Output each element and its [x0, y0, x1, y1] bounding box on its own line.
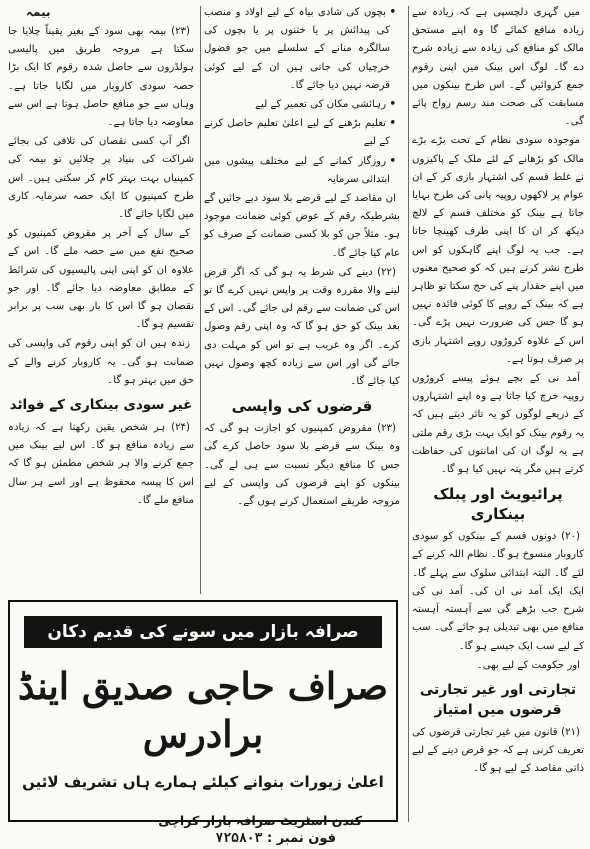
paragraph: (۲۳) بیمہ بھی سود کے بغیر یقیناً چلایا جا سکتا ہے مروجہ طریق میں پالیسی ہولڈروں سے حاصل شدہ رقوم کا ایک بڑا حصہ سودی کاروبار میں لگایا جاتا ہے۔ وہاں سے جو منافع حاصل ہوتا ہے اس سے معاوضہ دیا جاتا ہے۔ — [8, 26, 194, 129]
page-title: بیمہ — [26, 5, 51, 19]
paragraph: (۲۳) مقروض کمپنیوں کو اجازت ہو گی کہ وہ بینک سے قرضے بلا سود حاصل کرے گی جس کا منافع دیگر نسبت سے ہی لے گی۔ بینکوں کو اپنے قرضوں کی واپسی کے لیے مروجہ طریقے استعمال کرنے ہوں گے۔ — [204, 423, 400, 508]
bullet-item: • رہائشی مکان کی تعمیر کے لیے — [204, 96, 400, 114]
bullet-item: • روزگار کمانے کے لیے مختلف پیشوں میں ابتدائی سرمایہ — [204, 153, 400, 189]
paragraph: اور حکومت کے لیے بھی۔ — [476, 659, 580, 671]
section-heading: تجارتی اور غیر تجارتی قرضوں میں امتیاز — [419, 681, 577, 718]
paragraph: میں گہری دلچسپی ہے کہ زیادہ سے زیادہ منافع کمائے گا وہ اپنے مستحق مالک کو منافع کی زیادہ سے زیادہ شرح دے گا۔ لوگ اس بینک میں اپنی رقوم جمع کروائیں گے۔ اس طرح بینکوں میں مسابقت کی صحت مند رسم رواج پائے گی۔ — [412, 7, 584, 128]
ad-phone-label: فون نمبر : — [267, 831, 336, 846]
paragraph: (۲۲) دینے کی شرط یہ ہو گی کہ اگر قرض لینے والا مقررہ وقت پر واپس نہیں کرے گا تو اس کی ضمانت سے رقم لی جائے گی۔ اس کے بعد بینک کو حق ہو گا کہ وہ اپنی رقم وصول کرے۔ اگر وہ غریب ہے تو اس کو مہلت دی جائے گی اور اس سے زیادہ کچھ وصول نہیں کیا جائے گا۔ — [204, 266, 400, 388]
paragraph: آمد نی کے بچے ہوئے پیسے کروڑوں روپیہ خرچ کیا جاتا ہے وہ اپنے اشتہاروں کے ذریعے لوگوں کو یہ تاثر دیتے ہیں کہ یہ رقوم بینک کو ایک بہت بڑی رقم ملتی ہے یہ لوگ ان کی امانتوں کی حفاظت کرتے ہیں مگر پتہ نہیں کیا ہو گا۔ — [412, 373, 584, 476]
ad-phone-number: ۷۲۵۸۰۳ — [215, 831, 263, 846]
column-middle — [204, 4, 400, 512]
section-heading: قرضوں کی واپسی — [231, 397, 373, 416]
paragraph: موجودہ سودی نظام کے تحت بڑے بڑے مالک کو بڑھانے کے لئے ملک کے پاکیزوں نے غلط قسم کی اشتہار بازی کر کے ان عوام پر لاکھوں روپیہ پانی کی طرح بہایا جاتا ہے بینک کو مختلف قسم کے لالچ دیکھ کر ان کا اپنی طرف کھینچا جاتا ہے۔ جب یہ لوگ اپنے گاہکوں کو اس طرح نشر کرتے ہیں کہ کو صحیح معنوں میں اپنے حقدار پنے کی حج سکتا تو ظاہر ہے کہ بینک کے روپے کا کوئی فائدہ نہیں ہو گا جس کی ضرورت نہیں پڑے گی۔ اس کے علاوہ کروڑوں روپے اشتہار بازی پر صرف ہوتا ہے۔ — [412, 135, 584, 365]
ad-tagline: اعلیٰ زیورات بنوانے کیلئے ہمارے ہاں تشریف لائیں — [22, 773, 384, 791]
bullet-item: • تعلیم بڑھنے کے لیے اعلیٰ تعلیم حاصل کرنے کے لیے — [204, 115, 400, 151]
paragraph: زندہ ہیں ان کو اپنی رقوم کی واپسی کی ضمانت ہو گی۔ یہ کاروبار کرنے والے کے حق میں بہتر ہو گا۔ — [8, 338, 194, 386]
paragraph: اگر آپ کسی نقصان کی تلافی کی بجائے شراکت کی بنیاد پر چلائیں تو بیمہ کی کمپنیاں بہت بہتر کام کر سکتی ہیں۔ اس طرح کمپنیوں کا ایک حصہ سرمایہ کاری میں لگایا جائے گا۔ — [8, 136, 194, 221]
section-heading: پرائیویٹ اور پبلک بینکاری — [433, 485, 563, 524]
paragraph: ان مقاصد کے لیے قرضے بلا سود دیے جائیں گے بشرطیکہ رقم کے عوض کوئی ضمانت موجود ہو۔ مثلاً جن کو بلا کسی ضمانت کے صرف کو عام کیا جائے گا۔ — [204, 193, 400, 259]
section-heading: غیر سودی بینکاری کے فوائد — [9, 397, 193, 414]
paragraph: (۲۴) ہر شخص یقین رکھتا ہے کہ زیادہ سے زیادہ منافع ہو گا۔ اس لیے بینک میں جمع کرنے والا ہر شخص مطمئن ہو گا کہ اس کا پیسہ محفوظ ہے اور اسے ہر سال منافع ملے گا۔ — [8, 422, 194, 506]
ad-address: کندن اسٹریٹ صرافہ بازار کراچی — [158, 813, 362, 828]
column-left — [8, 4, 194, 511]
ad-banner: صرافہ بازار میں سونے کی قدیم دکان — [24, 616, 382, 648]
column-right — [412, 4, 584, 780]
column-divider — [408, 6, 409, 822]
ad-phone — [10, 829, 396, 849]
paragraph: (۲۱) قانون میں غیر تجارتی قرضوں کی تعریف کرنی ہے کہ جو قرض دینے کے لیے ذاتی مقاصد کے لیے ہو گا۔ — [412, 726, 584, 775]
ad-shop-name: صراف حاجی صدیق اینڈ برادرس — [17, 664, 389, 756]
paragraph: (۲۰) دونوں قسم کے بینکوں کو سودی کاروبار منسوخ ہو گا۔ نظام اللہ کرنے کے لئے گا۔ البتہ ابتدائی سلوک سے پہلے گا۔ ایک ایک آمد نی ان کی۔ آمد نی کی شرح جب بڑھے گی سے آہستہ آہستہ منافع میں بھی تبدیلی ہو جائے گی۔ سب کے لیے سب ایک جیسے ہو گا۔ — [412, 531, 584, 652]
advertisement-box — [8, 600, 398, 846]
column-divider — [200, 6, 201, 594]
paragraph: کے سال کے آخر پر مقروض کمپنیوں کو صحیح نفع میں سے حصہ ملے گا۔ اس کے علاوہ ان کو اپنی اپنی پالیسیوں کی شرائط کے مطابق معاوضہ دیا جائے گا۔ اور جو نقصان ہو گا اس کا بار بھی سب پر برابر تقسیم ہو گا۔ — [8, 228, 194, 331]
bullet-item: • بچوں کی شادی بیاہ کے لیے اولاد و منصب کی پیدائش پر یا ختنوں پر یا بچوں کی سالگرہ منانے کے سلسلے میں جو فضول خرچیاں کی جاتی ہیں ان کے لیے کوئی قرضہ نہیں دیا جائے گا۔ — [204, 4, 400, 95]
